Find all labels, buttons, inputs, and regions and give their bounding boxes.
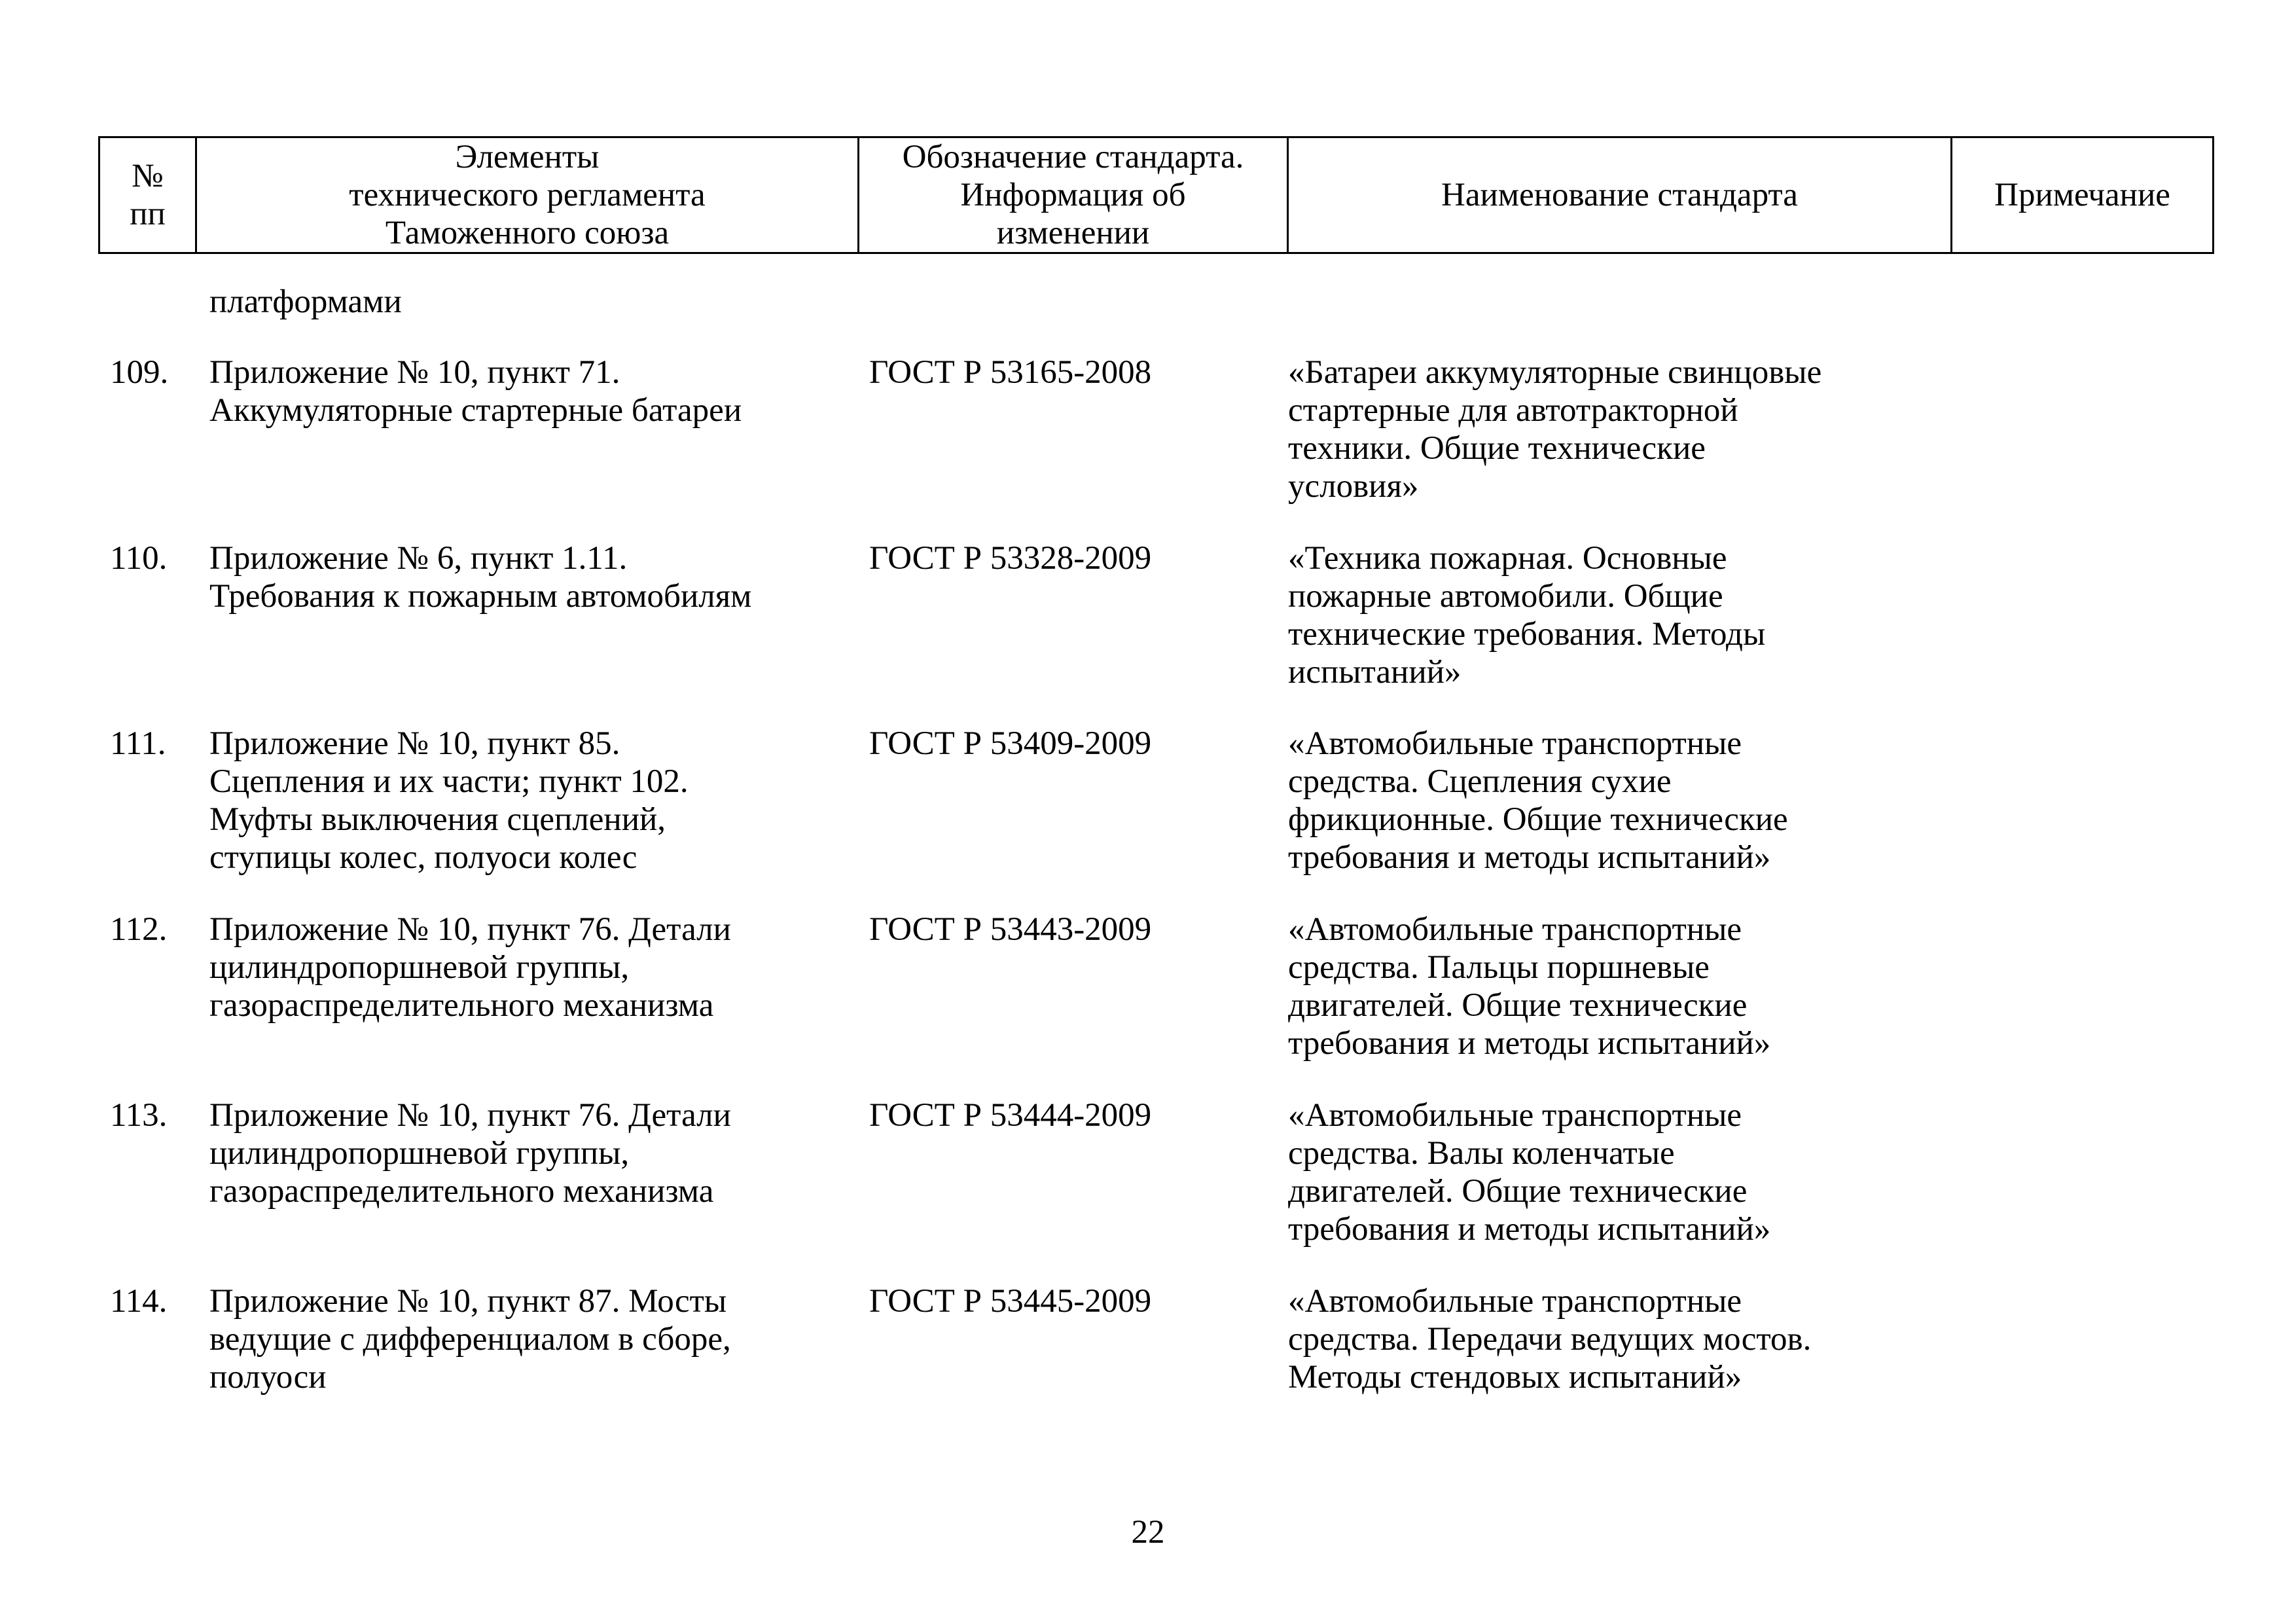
row-standard-name: «Автомобильные транспортные средства. Сцепления сухие фрикционные. Общие технические требования и методы испытаний» — [1288, 725, 1788, 876]
table-header — [98, 136, 2214, 254]
row-element: Приложение № 10, пункт 85. Сцепления и их части; пункт 102. Муфты выключения сцеплений, ступицы колес, полуоси колес — [209, 725, 689, 876]
header-col-number: № пп — [99, 137, 196, 253]
row-standard: ГОСТ Р 53165-2008 — [869, 354, 1152, 391]
row-standard-name: «Техника пожарная. Основные пожарные автомобили. Общие технические требования. Методы испытаний» — [1288, 540, 1766, 691]
page-number: 22 — [1131, 1514, 1165, 1551]
row-standard-name: «Автомобильные транспортные средства. Валы коленчатые двигателей. Общие технические требования и методы испытаний» — [1288, 1097, 1771, 1248]
row-number: 114. — [110, 1283, 168, 1320]
row-standard-name: «Батареи аккумуляторные свинцовые стартерные для автотракторной техники. Общие технические условия» — [1288, 354, 1822, 505]
row-standard-name: «Автомобильные транспортные средства. Пальцы поршневые двигателей. Общие технические требования и методы испытаний» — [1288, 911, 1771, 1062]
row-element: Приложение № 10, пункт 71. Аккумуляторные стартерные батареи — [209, 354, 742, 429]
header-col-elements: Элементы технического регламента Таможенного союза — [196, 137, 859, 253]
row-standard: ГОСТ Р 53444-2009 — [869, 1097, 1152, 1134]
header-col-name: Наименование стандарта — [1288, 137, 1952, 253]
row-element: Приложение № 10, пункт 76. Детали цилиндропоршневой группы, газораспределительного механизма — [209, 1097, 731, 1210]
continuation-text: платформами — [209, 283, 402, 320]
header-col-note: Примечание — [1952, 137, 2214, 253]
row-number: 111. — [110, 725, 166, 762]
header-row — [99, 137, 2214, 253]
row-standard: ГОСТ Р 53409-2009 — [869, 725, 1152, 762]
row-element: Приложение № 6, пункт 1.11. Требования к пожарным автомобилям — [209, 540, 752, 615]
header-col-standard: Обозначение стандарта. Информация об изменении — [859, 137, 1288, 253]
row-standard-name: «Автомобильные транспортные средства. Передачи ведущих мостов. Методы стендовых испытаний» — [1288, 1283, 1812, 1396]
row-element: Приложение № 10, пункт 87. Мосты ведущие с дифференциалом в сборе, полуоси — [209, 1283, 731, 1396]
row-standard: ГОСТ Р 53443-2009 — [869, 911, 1152, 948]
row-element: Приложение № 10, пункт 76. Детали цилиндропоршневой группы, газораспределительного механизма — [209, 911, 731, 1024]
row-number: 110. — [110, 540, 168, 577]
row-standard: ГОСТ Р 53328-2009 — [869, 540, 1152, 577]
row-number: 109. — [110, 354, 169, 391]
row-standard: ГОСТ Р 53445-2009 — [869, 1283, 1152, 1320]
row-number: 113. — [110, 1097, 168, 1134]
row-number: 112. — [110, 911, 168, 948]
